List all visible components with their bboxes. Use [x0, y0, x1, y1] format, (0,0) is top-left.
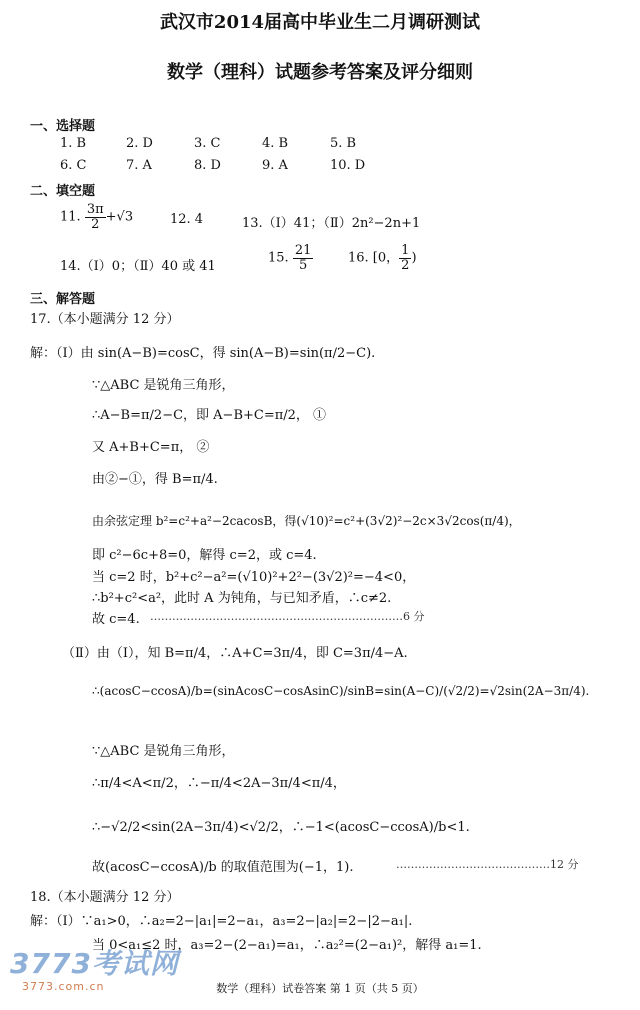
fill-11: 11. $\frac{3\pi}{2}$ +√3 — [60, 202, 134, 232]
p17-line-8: 当 c=2 时，b²+c²−a²=(√10)²+2²−(3√2)²=−4<0， — [92, 570, 416, 585]
problem-18-header: 18.（本小题满分 12 分） — [30, 890, 180, 905]
answer-6: 6. C — [60, 158, 87, 173]
answer-2: 2. D — [126, 136, 153, 151]
p17-line-10: 故 c=4. — [92, 612, 140, 627]
answer-1: 1. B — [60, 136, 87, 151]
document-subtitle: 数学（理科）试题参考答案及评分细则 — [167, 62, 473, 83]
p17-line-9: ∴b²+c²<a²，此时 A 为钝角，与已知矛盾，∴c≠2. — [92, 591, 392, 606]
p17-line-11: （Ⅱ）由（Ⅰ），知 B=π/4，∴A+C=3π/4，即 C=3π/4−A. — [62, 646, 408, 661]
score-6: ……………………………………………………………6 分 — [150, 610, 425, 623]
p17-line-1: 解：（Ⅰ）由 sin(A−B)=cosC，得 sin(A−B)=sin(π/2−C). — [30, 346, 376, 361]
p17-line-15: ∴−√2/2<sin(2A−3π/4)<√2/2，∴−1<(acosC−ccosA)/b<1. — [92, 820, 470, 835]
section-heading-fill: 二、填空题 — [30, 184, 96, 199]
answer-7: 7. A — [126, 158, 152, 173]
p17-line-2: ∵△ABC 是锐角三角形， — [92, 378, 235, 393]
answer-10: 10. D — [330, 158, 366, 173]
answer-5: 5. B — [330, 136, 357, 151]
watermark-url: 3773.com.cn — [22, 980, 105, 993]
answer-3: 3. C — [194, 136, 221, 151]
page-footer: 数学（理科）试卷答案 第 1 页（共 5 页） — [216, 982, 424, 995]
problem-17-header: 17.（本小题满分 12 分） — [30, 312, 180, 327]
fill-13: 13.（Ⅰ）41；（Ⅱ）2n²−2n+1 — [242, 216, 421, 231]
section-heading-choice: 一、选择题 — [30, 119, 96, 134]
answer-9: 9. A — [262, 158, 288, 173]
fill-15: 15. $\frac{21}{5}$ — [268, 243, 312, 273]
p18-line-2: 当 0<a₁≤2 时，a₃=2−(2−a₁)=a₁，∴a₂²=(2−a₁)²，解得 a₁=1. — [92, 938, 482, 953]
p17-line-12: ∴(acosC−ccosA)/b=(sinAcosC−cosAsinC)/sinB=sin(A−C)/(√2/2)=√2sin(2A−3π/4). — [92, 684, 590, 698]
fill-12: 12. 4 — [170, 212, 204, 227]
fill-14: 14.（Ⅰ）0；（Ⅱ）40 或 41 — [60, 259, 216, 274]
watermark-logo: 3773考试网 — [10, 947, 179, 980]
document-title: 武汉市2014届高中毕业生二月调研测试 — [159, 12, 481, 33]
p17-line-7: 即 c²−6c+8=0，解得 c=2，或 c=4. — [92, 548, 317, 563]
fill-16: 16. [0， $\frac{1}{2}$ ) — [348, 243, 417, 273]
p17-line-6: 由余弦定理 b²=c²+a²−2cacosB，得(√10)²=c²+(3√2)²−2c×3√2cos(π/4)， — [92, 514, 521, 528]
p17-line-3: ∴A−B=π/2−C，即 A−B+C=π/2， ① — [92, 408, 327, 423]
p17-line-4: 又 A+B+C=π， ② — [92, 440, 210, 455]
p17-line-16: 故(acosC−ccosA)/b 的取值范围为(−1，1). — [92, 860, 354, 875]
answer-8: 8. D — [194, 158, 221, 173]
p17-line-13: ∵△ABC 是锐角三角形， — [92, 744, 235, 759]
answer-4: 4. B — [262, 136, 289, 151]
p17-line-5: 由②−①，得 B=π/4. — [92, 472, 218, 487]
score-12: ……………………………………12 分 — [396, 858, 579, 871]
section-heading-solution: 三、解答题 — [30, 292, 96, 307]
p18-line-1: 解：（Ⅰ）∵a₁>0，∴a₂=2−|a₁|=2−a₁，a₃=2−|a₂|=2−|2−a₁|. — [30, 914, 413, 929]
p17-line-14: ∴π/4<A<π/2，∴−π/4<2A−3π/4<π/4， — [92, 776, 346, 791]
